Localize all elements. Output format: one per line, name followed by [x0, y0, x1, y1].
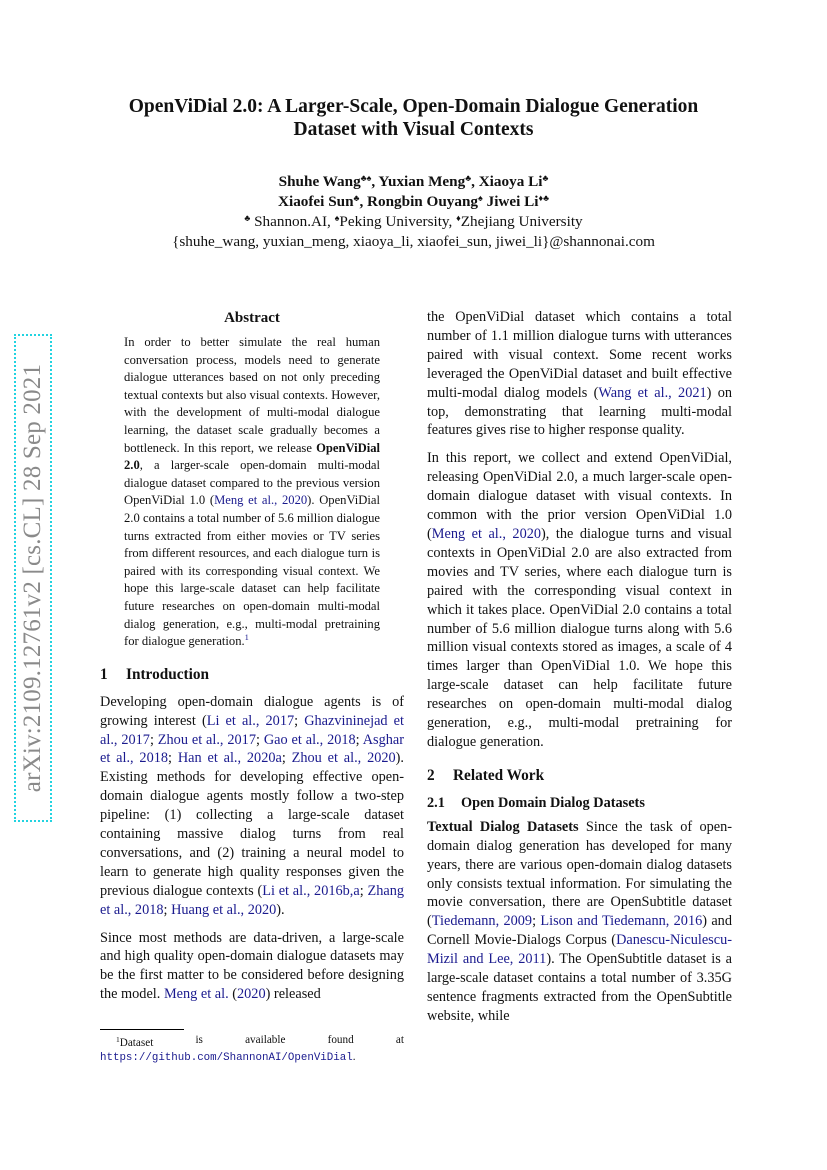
- abstract-body: [124, 334, 380, 651]
- arxiv-stamp[interactable]: arXiv:2109.12761v2 [cs.CL] 28 Sep 2021: [19, 363, 46, 793]
- footnote-period: .: [352, 1051, 356, 1063]
- footnote-word: Dataset: [119, 1037, 154, 1049]
- footnote-divider: [100, 1029, 184, 1030]
- citation-link[interactable]: Zhang et al., 2018: [100, 882, 405, 918]
- citation-link[interactable]: Asghar et al., 2018: [100, 731, 405, 767]
- footnote-word: available: [245, 1034, 286, 1046]
- intro-paragraph-1: Developing open-domain dialogue agents is of growing interest (Li et al., 2017; Ghazvininejad et al., 2017; Zhou et al., 2017; Gao et al., 2018; Asghar et al., 2018; Han et al., 2020a; Zhou et al., 2020). Existing methods for developing effective open-domain dialogue agents mostly follow a two-step pipeline: (1) collecting a large-scale dataset containing massive dialog turns from real conversations, and (2) training a neural model to learn to generate high quality responses given the previous dialogue contexts (Li et al., 2016b,a; Zhang et al., 2018; Huang et al., 2020).: [100, 693, 405, 918]
- affiliation-name: Shannon.AI,: [250, 213, 335, 230]
- citation-link[interactable]: Zhou et al., 2020: [291, 750, 396, 767]
- related-work-paragraph: Textual Dialog Datasets Since the task of open-domain dialog generation has developed for many years, there are various open-domain dialog datasets only consists textual information. For simulating the movie conversation, there are OpenSubtitle dataset (Tiedemann, 2009; Lison and Tiedemann, 2016) and Cornell Movie-Dialogs Corpus (Danescu-Niculescu-Mizil and Lee, 2011). The OpenSubtitle dataset is a large-scale dataset contains a total number of 3.35G sentence fragments extracted from the OpenSubtitle website, while: [427, 818, 733, 1024]
- footnote-number: 1: [116, 1035, 120, 1044]
- footnote-word: at: [395, 1034, 404, 1046]
- affiliation-mark: ♣: [542, 173, 549, 183]
- dataset-name: OpenViDial 2.0: [124, 440, 380, 473]
- author-line-1: [0, 172, 827, 192]
- author-name: Shuhe Wang: [278, 173, 361, 190]
- spade-mark-icon: ♠: [334, 213, 340, 223]
- left-column: [100, 308, 404, 1004]
- right-paragraph-1: [427, 308, 732, 440]
- author-line-2: [0, 192, 827, 212]
- separator: ,: [359, 193, 368, 210]
- paragraph-heading: Textual Dialog Datasets: [427, 818, 579, 835]
- club-mark-icon: ♣: [244, 213, 251, 223]
- footnote-ref-link[interactable]: 1: [244, 632, 249, 643]
- body-text: ) on top, demonstrating that learning multi-modal features gives rise to higher response quality.: [427, 384, 732, 439]
- abstract-text: In order to better simulate the real human conversation process, models need to generate dialogue utterances based on not only preceding textual contexts but also visual contexts. However, with the development of multi-modal dialogue learning, the dataset scale gradually becomes a bottleneck. In this report, we release: [124, 335, 380, 455]
- body-text: ) released: [265, 986, 321, 1003]
- body-text: In this report, we collect and extend OpenViDial, releasing OpenViDial 2.0, a much larger-scale open-domain dialogue dataset with visual contexts. In common with the prior version OpenViDial 1.0 (: [427, 450, 732, 542]
- body-text: the OpenViDial dataset which contains a total number of 1.1 million dialogue turns with utterances paired with visual context. Some recent works leveraged the OpenViDial dataset and built effective multi-modal dialog models (: [427, 309, 732, 401]
- author-name: Yuxian Meng: [378, 173, 466, 190]
- body-text: Since the task of open-domain dialog generation has developed for many years, there are various open-domain dialog datasets only consists textual information. For simulating the movie conversation, there are OpenSubtitle dataset (: [427, 818, 733, 930]
- abstract-heading: Abstract: [224, 310, 280, 326]
- title-line-2: Dataset with Visual Contexts: [293, 119, 534, 140]
- author-emails: {shuhe_wang, yuxian_meng, xiaoya_li, xiaofei_sun, jiwei_li}@shannonai.com: [172, 233, 655, 250]
- body-text: Since most methods are data-driven, a large-scale and high quality open-domain dialogue datasets may be the first matter to be considered before designing the model.: [100, 929, 404, 1003]
- paper-title: [0, 95, 827, 141]
- citation-link[interactable]: Ghazvininejad et al., 2017: [100, 712, 404, 748]
- section-title: Introduction: [126, 665, 210, 683]
- citation-link[interactable]: Li et al., 2016b,a: [262, 882, 360, 899]
- citation-link[interactable]: Wang et al., 2021: [598, 384, 707, 401]
- citation-link[interactable]: Huang et al., 2020: [171, 901, 277, 918]
- affiliation-mark: ♣: [465, 173, 472, 183]
- arxiv-stamp-box: [14, 334, 52, 822]
- citation-link[interactable]: Gao et al., 2018: [263, 731, 356, 748]
- citation-link[interactable]: Meng et al., 2020: [214, 493, 308, 508]
- right-paragraph-2: [427, 449, 732, 752]
- citation-link[interactable]: Li et al., 2017: [206, 712, 295, 729]
- body-text: Developing open-domain dialogue agents is of growing interest (: [100, 693, 404, 729]
- subsection-heading: [427, 794, 732, 813]
- separator: ,: [471, 173, 479, 190]
- author-name: Jiwei Li: [486, 193, 539, 210]
- author-block: [0, 172, 827, 252]
- author-name: Rongbin Ouyang: [367, 193, 479, 210]
- footnote: [100, 1033, 404, 1065]
- diamond-mark-icon: ♦: [456, 213, 461, 223]
- citation-link[interactable]: Lison and Tiedemann, 2016: [540, 913, 703, 930]
- body-text: ). The OpenSubtitle dataset is a large-scale dataset contains a total number of 3.35G sentence fragments extracted from the OpenSubtitle website, while: [427, 951, 733, 1024]
- citation-link[interactable]: Han et al., 2020a: [177, 750, 282, 767]
- author-name: Xiaofei Sun: [278, 193, 354, 210]
- affiliation-mark: ♣: [353, 193, 360, 203]
- section-title: Related Work: [453, 766, 545, 784]
- separator: ,: [371, 173, 379, 190]
- body-text: ) and Cornell Movie-Dialogs Corpus (: [427, 913, 732, 949]
- affiliation-mark: ♠: [478, 193, 483, 203]
- footnote-word: is: [195, 1034, 203, 1046]
- abstract-text: ). OpenViDial 2.0 contains a total number of 5.6 million dialogue turns extracted from either movies or TV series from different resources, and each dialogue turn is paired with its corresponding visual context. We hope this large-scale dataset can help facilitate future researches on open-domain multi-modal dialog generation, e.g., multi-modal pretraining for dialogue generation.: [124, 493, 380, 649]
- affiliation-mark: ♣♠: [360, 173, 372, 183]
- author-name: Xiaoya Li: [478, 173, 543, 190]
- subsection-number: 2.1: [427, 794, 445, 811]
- body-text: ). Existing methods for developing effective open-domain dialogue agents mostly follow a two-step pipeline: (1) collecting a large-scale dataset containing massive dialog turns from real conversations, and (2) training a neural model to learn to generate high quality responses given the previous dialogue contexts (: [100, 750, 405, 899]
- citation-link[interactable]: Zhou et al., 2017: [157, 731, 256, 748]
- citation-link[interactable]: Danescu-Niculescu-Mizil and Lee, 2011: [427, 932, 732, 968]
- body-text: (: [228, 986, 237, 1003]
- subsection-title: Open Domain Dialog Datasets: [461, 794, 645, 811]
- section-number: 2: [427, 766, 435, 784]
- affiliation-name: Zhejiang University: [460, 213, 583, 230]
- github-url-link[interactable]: https://github.com/ShannonAI/OpenViDial: [100, 1052, 353, 1064]
- title-line-1: OpenViDial 2.0: A Larger-Scale, Open-Domain Dialogue Generation: [128, 96, 699, 117]
- body-text: ).: [276, 901, 285, 918]
- body-text: ), the dialogue turns and visual contexts in OpenViDial 2.0 are also extracted from movies and TV series, where each dialogue turn is paired with the corresponding visual context in which it takes place. OpenViDial 2.0 contains a total number of 5.6 million dialogue turns along with 5.6 million visual contexts stored as images, a scale of 4 times larger than OpenViDial 1.0. We hope this large-scale dataset can help facilitate future researches on open-domain multi-modal dialog generation, e.g., multi-modal pretraining for dialogue generation.: [427, 525, 732, 750]
- affiliation-name: Peking University,: [339, 213, 457, 230]
- citation-link[interactable]: 2020: [237, 986, 266, 1003]
- intro-paragraph-2: [100, 929, 404, 1005]
- footnote-word: found: [327, 1034, 354, 1046]
- right-column: [427, 308, 732, 1026]
- section-heading-introduction: [100, 665, 404, 685]
- citation-link[interactable]: Meng et al.: [163, 986, 229, 1003]
- section-number: 1: [100, 665, 108, 683]
- citation-link[interactable]: Tiedemann, 2009: [431, 913, 533, 930]
- abstract-text: , a larger-scale open-domain multi-modal dialogue dataset compared to the previous version OpenViDial 1.0 (: [124, 458, 380, 508]
- citation-link[interactable]: Meng et al., 2020: [431, 525, 542, 542]
- section-heading-related-work: [427, 766, 732, 786]
- affiliation-mark: ♦♣: [538, 193, 549, 203]
- footnote-text: [100, 1033, 404, 1050]
- affiliations: [0, 212, 827, 232]
